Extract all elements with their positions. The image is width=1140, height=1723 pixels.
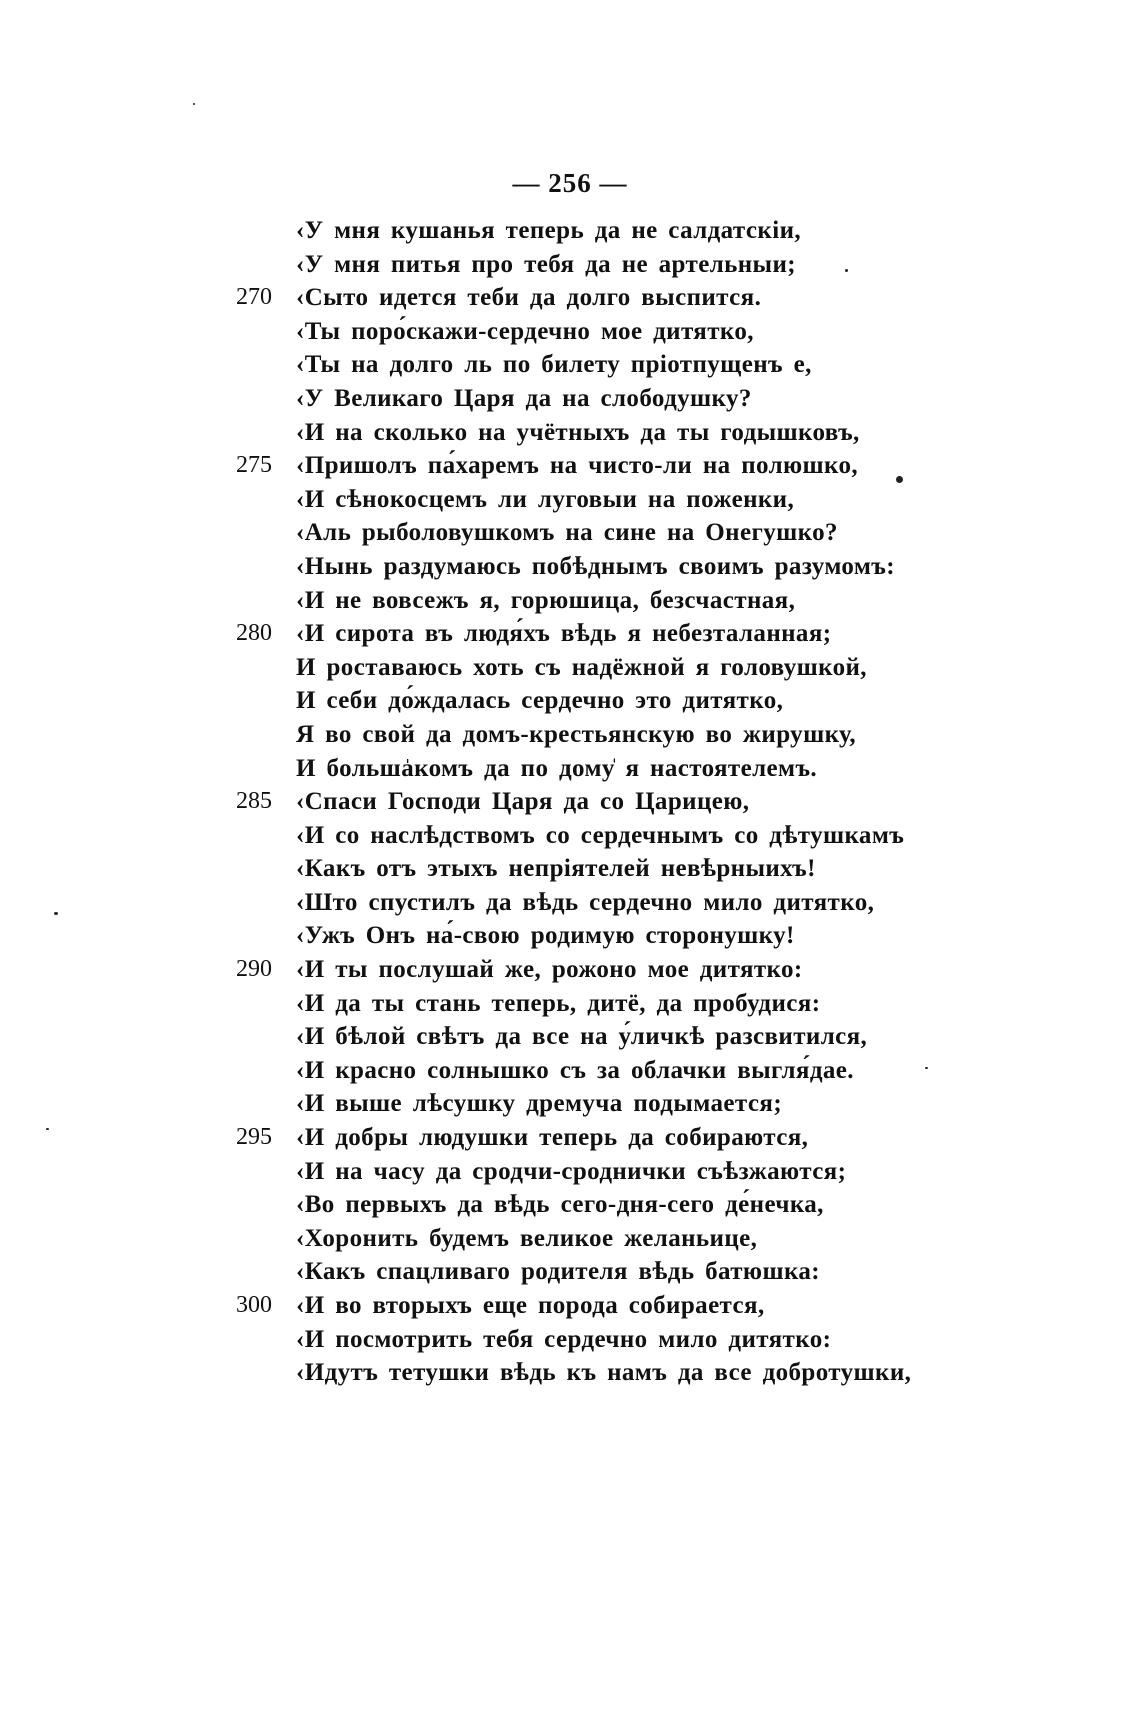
verse-line [0, 1255, 1140, 1289]
line-text: ‹И посмотрить тебя сердечно мило дитятко: [296, 1325, 832, 1353]
line-text: Я во свой да домъ-крестьянскую во жирушку, [296, 720, 857, 748]
line-number: 270 [236, 284, 272, 311]
verse-line [0, 684, 1140, 718]
line-text: ‹И выше лѣсушку дремуча подымается; [296, 1090, 783, 1118]
line-text: ‹Идутъ тетушки вѣдь къ намъ да все добротушки, [296, 1359, 912, 1387]
line-text: ‹У мня кушанья теперь да не салдатскiи, [296, 217, 802, 244]
line-number: 295 [236, 1124, 272, 1151]
line-text: ‹Пришолъ па́харемъ на чисто-ли на полюшко, [296, 452, 859, 480]
line-text: ‹И добры людушки теперь да собираются, [296, 1124, 809, 1152]
verse-line [0, 718, 1140, 752]
ink-speck [896, 476, 903, 483]
ink-speck [46, 1128, 49, 1130]
line-text: ‹Ужъ Онъ на́-свою родимую сторонушку! [296, 922, 795, 950]
verse-line [0, 1323, 1140, 1357]
verse-line [0, 516, 1140, 550]
line-text: ‹И во вторыхъ еще порода собирается, [296, 1292, 765, 1319]
verse-line [0, 1155, 1140, 1189]
line-text: ‹У мня питья про тебя да не артельныи; [296, 250, 796, 278]
verse-line [0, 617, 1140, 651]
verse-line [0, 1054, 1140, 1088]
verse-line [0, 214, 1140, 248]
verse-line [0, 852, 1140, 886]
line-text: ‹Нынь раздумаюсь побѣднымъ своимъ разумомъ: [296, 552, 895, 580]
line-number: 300 [236, 1292, 272, 1318]
verse-line [0, 348, 1140, 382]
line-text: ‹Сыто идется теби да долго выспится. [296, 284, 762, 312]
line-text: ‹И не вовсежъ я, горюшица, безсчастная, [296, 586, 796, 614]
verse-line [0, 819, 1140, 853]
ink-speck [925, 1067, 928, 1069]
line-text: ‹Спаси Господи Царя да со Царицею, [296, 788, 750, 816]
verse-line [0, 752, 1140, 786]
line-text: ‹У Великаго Царя да на слободушку? [296, 384, 752, 412]
verse-line [0, 651, 1140, 685]
line-text: И себи до́ждалась сердечно это дитятко, [296, 687, 784, 715]
line-text: ‹И сирота въ людя́хъ вѣдь я небезталанная; [296, 620, 832, 648]
page-number: — 256 — [512, 168, 628, 198]
verse-line [0, 1020, 1140, 1054]
line-text: ‹И ты послушай же, рожоно мое дитятко: [296, 956, 803, 984]
line-text: ‹И на сколько на учётныхъ да ты годышковъ, [296, 418, 860, 446]
ink-speck [845, 269, 848, 272]
line-number: 285 [236, 788, 272, 815]
verse-line [0, 550, 1140, 584]
verse-line [0, 416, 1140, 450]
line-text: И большa̍комъ да по дому̍ я настоятелемъ. [296, 754, 818, 782]
line-text: ‹И сѣнокосцемъ ли луговыи на поженки, [296, 485, 795, 513]
line-text: ‹И на часу да сродчи-сроднички съѣзжаются; [296, 1157, 847, 1185]
line-text: ‹Во первыхъ да вѣдь сего-дня-сего де́нечка, [296, 1191, 824, 1219]
verse-line [0, 1121, 1140, 1155]
verse-line [0, 1222, 1140, 1256]
ink-speck [193, 103, 195, 105]
verse-line [0, 1289, 1140, 1323]
ink-speck [54, 912, 58, 915]
verse-line [0, 281, 1140, 315]
verse-line [0, 584, 1140, 618]
verse-line [0, 315, 1140, 349]
verse-line [0, 1356, 1140, 1390]
line-text: ‹Какъ отъ этыхъ непрiятелей невѣрныихъ! [296, 855, 816, 883]
line-text: ‹Ты на долго ль по билету прiотпущенъ е, [296, 351, 812, 379]
verse-line [0, 1188, 1140, 1222]
line-text: ‹Ты поро́скажи-сердечно мое дитятко, [296, 317, 754, 345]
verse-line [0, 483, 1140, 517]
verse-line [0, 382, 1140, 416]
verse-line [0, 886, 1140, 920]
line-text: ‹Аль рыболовушкомъ на сине на Онегушко? [296, 519, 838, 547]
poem-text [0, 214, 1140, 1390]
verse-line [0, 987, 1140, 1021]
line-text: ‹Какъ спацливаго родителя вѣдь батюшка: [296, 1258, 820, 1286]
verse-line [0, 785, 1140, 819]
verse-line [0, 953, 1140, 987]
line-text: ‹И со наслѣдствомъ со сердечнымъ со дѣтушкамъ [296, 821, 905, 849]
line-number: 280 [236, 620, 272, 647]
line-text: ‹Хоронить будемъ великое желаньице, [296, 1224, 758, 1252]
line-text: ‹И да ты стань теперь, дитё, да пробудися: [296, 989, 821, 1017]
line-number: 275 [236, 452, 272, 479]
line-text: ‹Што спустилъ да вѣдь сердечно мило дитятко, [296, 888, 875, 916]
line-number: 290 [236, 956, 272, 983]
verse-line [0, 449, 1140, 483]
line-text: ‹И красно солнышко съ за облачки выгля́дае. [296, 1056, 854, 1084]
line-text: ‹И бѣлой свѣтъ да все на у́личкѣ разсвитился, [296, 1023, 868, 1051]
verse-line [0, 1087, 1140, 1121]
line-text: И роставаюсь хоть съ надёжной я головушкой, [296, 653, 867, 681]
verse-line [0, 919, 1140, 953]
verse-line [0, 248, 1140, 282]
